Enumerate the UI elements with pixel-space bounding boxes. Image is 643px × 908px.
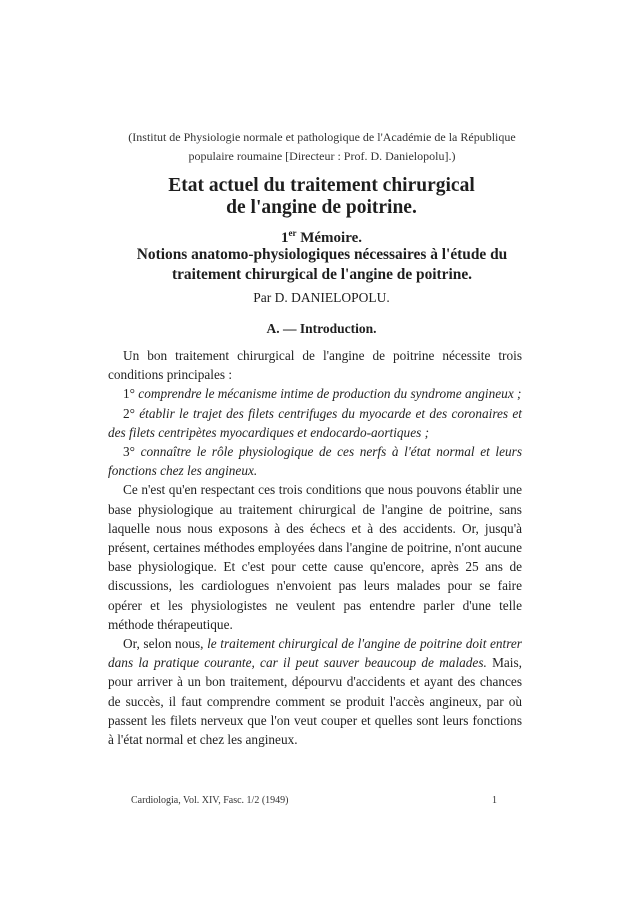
paragraph-condition-2 <box>108 404 522 442</box>
condition-2-number: 2° <box>123 405 140 421</box>
article-subtitle: Notions anatomo-physiologiques nécessaires à l'étude du traitement chirurgical de l'angine de poitrine. <box>136 246 508 283</box>
page-number: 1 <box>492 795 497 806</box>
condition-1-text: comprendre le mécanisme intime de production du syndrome angineux ; <box>138 386 522 402</box>
memoire-number: 1 <box>280 230 289 246</box>
condition-1-number: 1° <box>123 386 139 402</box>
title-line-2: de l'angine de poitrine. <box>226 197 417 218</box>
p6-italic: le traitement chirurgical de l'angine de poitrine doit entrer dans la pratique courante, car il peut sauver beaucoup de malades. <box>108 636 522 671</box>
article-title <box>60 175 583 219</box>
paragraph-intro: Un bon traitement chirurgical de l'angine de poitrine nécessite trois conditions principales : <box>108 348 522 383</box>
paragraph-condition-1 <box>108 384 522 403</box>
p6-rest: Mais, pour arriver à un bon traitement, dépourvu d'accidents et ayant des chances de succès, il faut comprendre comment se produit l'accès angineux, par où passent les filets nerveux que l'on veut couper et quelles sont leurs fonctions à l'état normal et chez les angineux. <box>108 655 522 748</box>
affiliation-note: (Institut de Physiologie normale et pathologique de l'Académie de la République populaire roumaine [Directeur : Prof. D. Danielopolu].) <box>128 130 516 163</box>
author-line: Par D. DANIELOPOLU. <box>253 290 390 305</box>
memoire-superscript: er <box>288 228 297 238</box>
paragraph-conditions-respect: Ce n'est qu'en respectant ces trois conditions que nous pouvons établir une base physiologique au traitement chirurgical de l'angine de poitrine, sans laquelle nous nous exposons à des échecs et à des accidents. Or, jusqu'à présent, certaines méthodes employées dans l'angine de poitrine, n'ont aucune base physiologique. Et c'est pour cette cause qu'encore, après 25 ans de discussions, les cardiologues n'envoient pas leurs malades pour se faire opérer et les physiologistes ne veulent pas entendre parler d'une telle méthode thérapeutique. <box>108 482 522 632</box>
condition-3-number: 3° <box>123 444 141 460</box>
body-text <box>108 346 522 749</box>
condition-2-text: établir le trajet des filets centrifuges du myocarde et des coronaires et des filets centripètes myocardiques et endocardo-aortiques ; <box>108 405 522 440</box>
memoire-label <box>60 224 583 247</box>
title-line-1: Etat actuel du traitement chirurgical <box>168 175 475 196</box>
section-heading: A. — Introduction. <box>266 321 377 336</box>
memoire-word: Mémoire. <box>296 230 363 246</box>
paragraph-surgical-practice <box>108 634 522 749</box>
journal-citation: Cardiologia, Vol. XIV, Fasc. 1/2 (1949) <box>131 795 289 806</box>
paragraph-condition-3 <box>108 442 522 480</box>
condition-3-text: connaître le rôle physiologique de ces nerfs à l'état normal et leurs fonctions chez les angineux. <box>108 444 522 479</box>
p6-start: Or, selon nous, <box>123 636 208 652</box>
